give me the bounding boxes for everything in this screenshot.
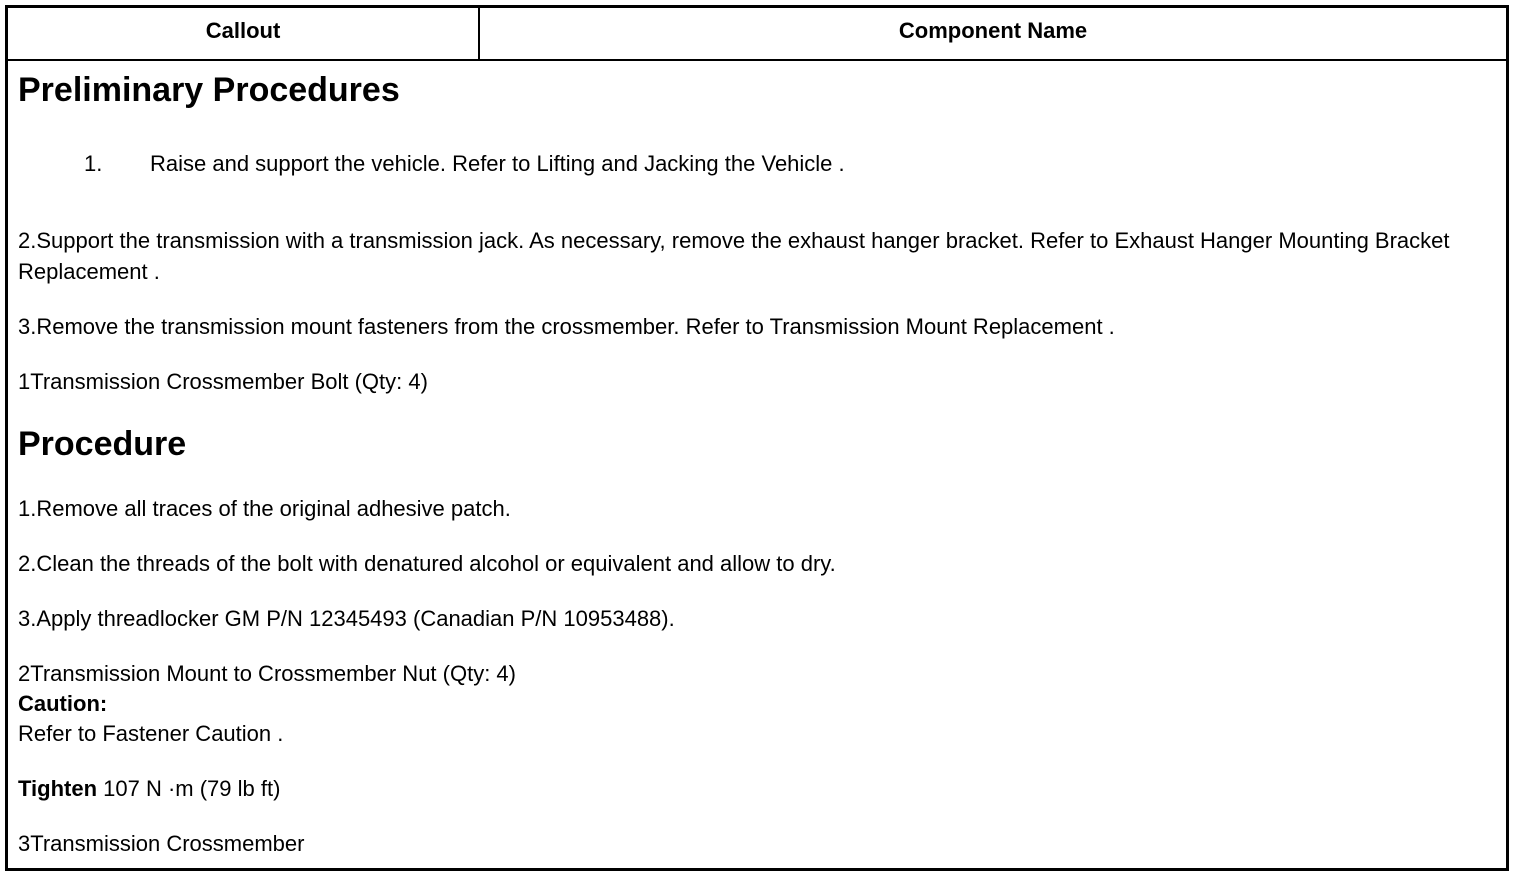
- procedure-heading: Procedure: [18, 425, 187, 463]
- caution-text: Refer to Fastener Caution .: [18, 721, 284, 746]
- caution-label: Caution:: [18, 691, 108, 716]
- preliminary-step1-text: Raise and support the vehicle. Refer to Lifting and Jacking the Vehicle .: [150, 151, 845, 176]
- callout-column-header: Callout: [8, 8, 480, 59]
- procedure-table: [5, 5, 1509, 871]
- component-name-column-header: Component Name: [898, 17, 1088, 43]
- procedure-step2-text: 2.Clean the threads of the bolt with denatured alcohol or equivalent and allow to dry.: [18, 551, 836, 576]
- preliminary-step3-text: 3.Remove the transmission mount fasteners from the crossmember. Refer to Transmission Mount Replacement .: [18, 314, 1115, 339]
- callout-1-text: 1Transmission Crossmember Bolt (Qty: 4): [18, 369, 428, 394]
- procedure-step1-text: 1.Remove all traces of the original adhesive patch.: [18, 496, 511, 521]
- preliminary-step1-number: 1.: [84, 151, 103, 176]
- preliminary-procedures-heading: Preliminary Procedures: [18, 71, 400, 109]
- procedure-content: [8, 61, 1506, 868]
- tighten-value: 107 N ·m (79 lb ft): [97, 776, 281, 801]
- callout-2-text: 2Transmission Mount to Crossmember Nut (Qty: 4): [18, 661, 516, 686]
- tighten-spec: [18, 773, 280, 804]
- procedure-step3-text: 3.Apply threadlocker GM P/N 12345493 (Canadian P/N 10953488).: [18, 606, 675, 631]
- tighten-label: Tighten: [18, 776, 98, 801]
- callout-3-text: 3Transmission Crossmember: [18, 831, 305, 856]
- table-header-row: [8, 8, 1506, 61]
- preliminary-step2-text: 2.Support the transmission with a transmission jack. As necessary, remove the exhaust hanger bracket. Refer to Exhaust Hanger Mounting Bracket Replacement .: [18, 228, 1450, 284]
